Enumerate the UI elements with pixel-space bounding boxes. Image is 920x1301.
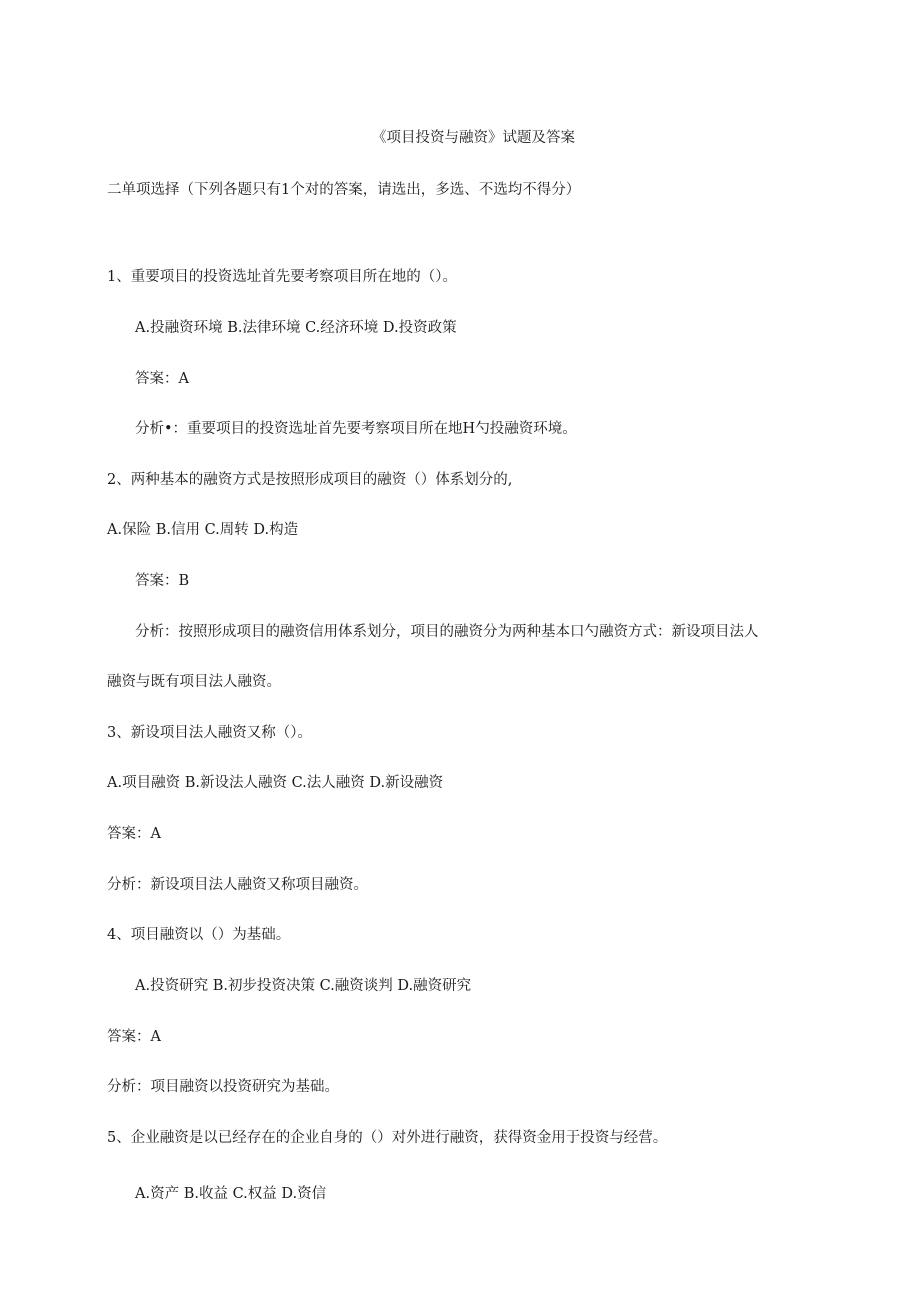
question-2-options: A.保险 B.信用 C.周转 D.构造 bbox=[107, 522, 299, 538]
document-title: 《项目投资与融资》试题及答案 bbox=[372, 130, 575, 146]
question-4-options: A.投资研究 B.初步投资决策 C.融资谈判 D.融资研究 bbox=[135, 978, 472, 994]
section-heading: 二单项选择（下列各题只有1个对的答案，请选出，多选、不选均不得分） bbox=[107, 182, 581, 198]
question-1: 1、重要项目的投资选址首先要考察项目所在地的（）。 bbox=[107, 269, 457, 285]
question-5-options: A.资产 B.收益 C.权益 D.资信 bbox=[135, 1186, 327, 1202]
question-3-options: A.项目融资 B.新设法人融资 C.法人融资 D.新设融资 bbox=[107, 775, 444, 791]
question-1-options: A.投融资环境 B.法律环境 C.经济环境 D.投资政策 bbox=[135, 320, 457, 336]
question-3-analysis: 分析：新设项目法人融资又称项目融资。 bbox=[107, 877, 368, 893]
question-4: 4、项目融资以（）为基础。 bbox=[107, 927, 291, 943]
question-3-answer: 答案：A bbox=[107, 826, 161, 842]
question-5: 5、企业融资是以已经存在的企业自身的（）对外进行融资，获得资金用于投资与经营。 bbox=[107, 1130, 668, 1146]
question-2: 2、两种基本的融资方式是按照形成项目的融资（）体系划分的, bbox=[107, 472, 513, 488]
question-4-analysis: 分析：项目融资以投资研究为基础。 bbox=[107, 1079, 339, 1095]
question-1-analysis: 分析•：重要项目的投资选址首先要考察项目所在地H勺投融资环境。 bbox=[135, 421, 577, 437]
question-2-analysis: 分析：按照形成项目的融资信用体系划分，项目的融资分为两种基本口勺融资方式：新设项目法人 bbox=[135, 624, 759, 640]
question-1-answer: 答案：A bbox=[135, 371, 189, 387]
question-2-analysis-cont: 融资与既有项目法人融资。 bbox=[107, 674, 281, 690]
question-2-answer: 答案：B bbox=[135, 573, 190, 589]
question-3: 3、新设项目法人融资又称（）。 bbox=[107, 725, 312, 741]
question-4-answer: 答案：A bbox=[107, 1029, 161, 1045]
